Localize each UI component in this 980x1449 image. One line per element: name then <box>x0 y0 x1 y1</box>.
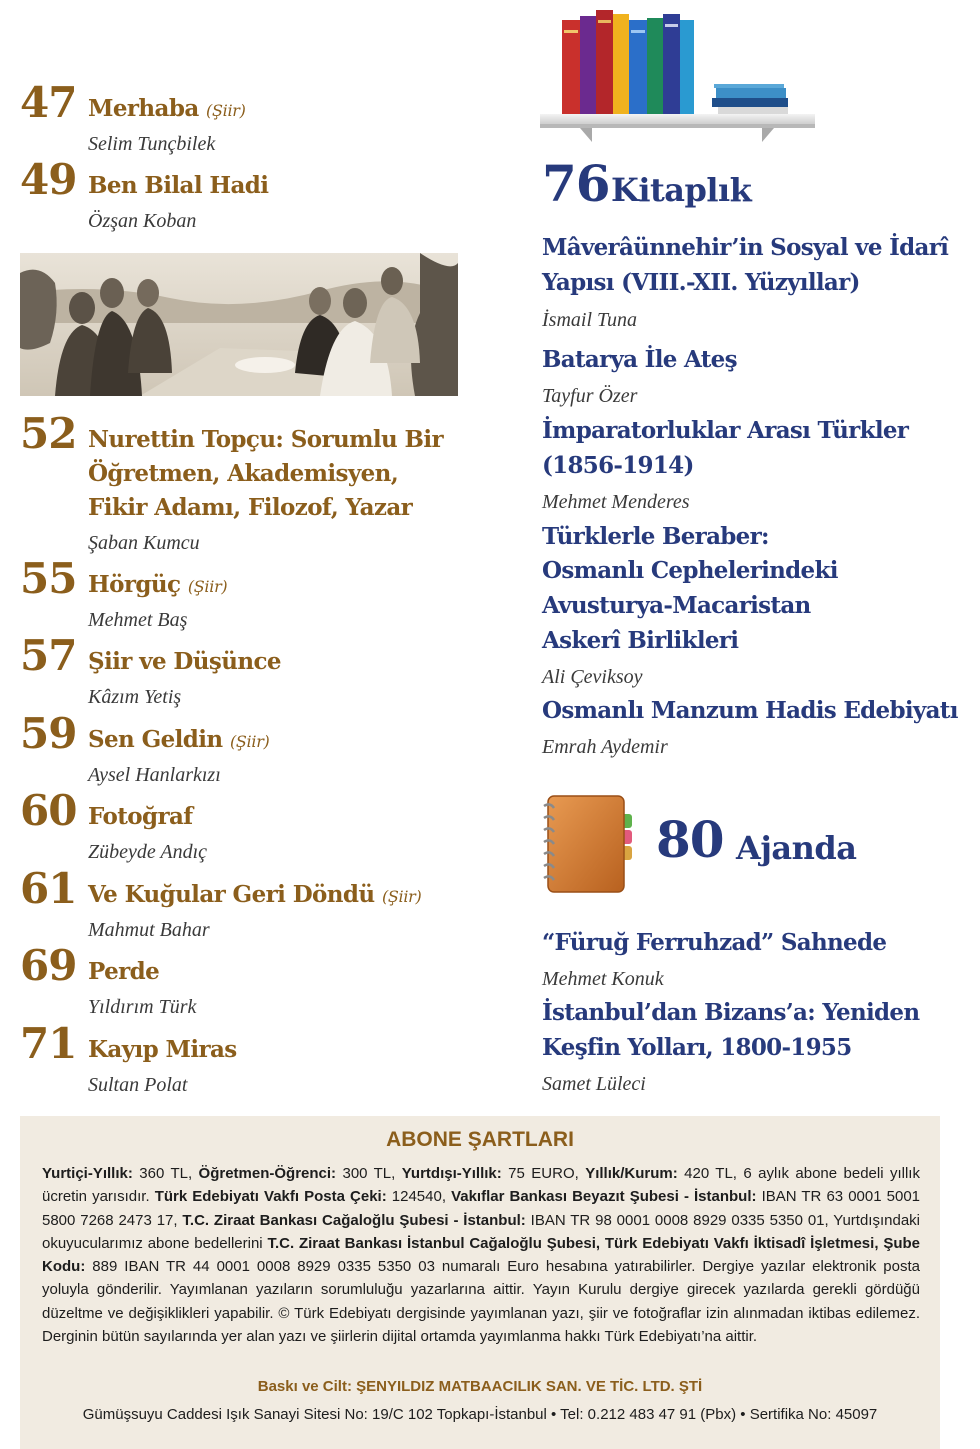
subscription-terms: Yurtiçi-Yıllık: 360 TL, Öğretmen-Öğrenci: 300 TL, Yurtdışı-Yıllık: 75 EURO, Yıllık/Kurum: 420 TL, 6 aylık abone bedeli yıllık ücretin yarısıdır. Türk Edebiyatı Vakfı Posta Çeki: 124540, Vakıflar Bankası Beyazıt Şubesi - İstanbul: IBAN TR 63 0001 5001 5800 7268 2473 17, T.C. Ziraat Bankası Cağaloğlu Şubesi - İstanbul: IBAN TR 98 0001 0008 8929 0335 5350 01, Yurtdışındaki okuyucularımız abone bedellerini T.C. Ziraat Bankası İstanbul Cağaloğlu Şubesi, Türk Edebiyatı Vakfı İktisadî İşletmesi, Şube Kodu: 889 IBAN TR 44 0001 0008 8929 0335 5350 03 numaralı Euro hesabına yatırabilirler. Dergiye yazılar elektronik posta yoluyla gönderilir. Yayımlanan yazıların sorumluluğu yazarlarına aittir. Yayın Kurulu dergiye girecek yazılarda gerekli gördüğü düzeltme ve değişiklikleri yapabilir. © Türk Edebiyatı dergisinde yayımlanan yazı, şiir ve fotoğraflar izin alınmadan iktibas edilemez. Derginin bütün sayılarında yer alan yazı ve şiirlerin dijital ortamda yayımlanma hakkı Türk Edebiyatı’na aittir. <box>42 1165 921 1346</box>
entry-title: Kayıp Miras <box>88 1036 237 1063</box>
entry-author: Kâzım Yetiş <box>88 686 182 708</box>
entry-title: Hörgüç (Şiir) <box>88 571 228 598</box>
ajanda-author: Mehmet Konuk <box>542 968 664 990</box>
page-number: 60 <box>20 786 77 835</box>
book-title-line-2: Osmanlı Cephelerindeki <box>542 557 838 584</box>
ajanda-title-line-1: İstanbul’dan Bizans’a: Yeniden <box>542 999 920 1026</box>
ajanda-title-line-2: Keşfin Yolları, 1800-1955 <box>542 1034 852 1061</box>
entry-author: Yıldırım Türk <box>88 996 197 1018</box>
book-title-line-1: İmparatorluklar Arası Türkler <box>542 417 909 444</box>
page-number: 71 <box>20 1019 77 1068</box>
entry-title: Ve Kuğular Geri Döndü (Şiir) <box>88 881 422 908</box>
entry-title-line-1: Nurettin Topçu: Sorumlu Bir <box>88 426 444 453</box>
section-label: Kitaplık <box>611 171 752 209</box>
book-author: Ali Çeviksoy <box>542 666 643 688</box>
book-title-line-4: Askerî Birlikleri <box>542 627 739 654</box>
entry-author: Aysel Hanlarkızı <box>88 764 221 786</box>
page-number: 52 <box>20 409 77 458</box>
entry-title: Sen Geldin (Şiir) <box>88 726 270 753</box>
page-number: 61 <box>20 864 77 913</box>
book-title-line-1: Mâverâünnehir’in Sosyal ve İdarî <box>542 234 949 261</box>
book-author: Tayfur Özer <box>542 385 638 407</box>
section-page-number: 80 <box>656 810 724 869</box>
entry-author: Selim Tunçbilek <box>88 133 216 155</box>
book-title-line-1: Osmanlı Manzum Hadis Edebiyatı <box>542 697 958 724</box>
subscription-box <box>20 1116 940 1449</box>
ajanda-title-line-1: “Füruğ Ferruhzad” Sahnede <box>542 929 887 956</box>
printer-info: Baskı ve Cilt: ŞENYILDIZ MATBAACILIK SAN. VE TİC. LTD. ŞTİ <box>257 1378 703 1395</box>
section-label: Ajanda <box>736 829 857 867</box>
subscription-heading: ABONE ŞARTLARI <box>386 1128 574 1151</box>
book-title-line-2: Yapısı (VIII.-XII. Yüzyıllar) <box>542 269 860 296</box>
page-number: 59 <box>20 709 77 758</box>
page-number: 49 <box>20 155 77 204</box>
page-number: 69 <box>20 941 77 990</box>
entry-author: Sultan Polat <box>88 1074 188 1096</box>
entry-author: Mehmet Baş <box>88 609 188 631</box>
book-title-line-3: Avusturya-Macaristan <box>542 592 811 619</box>
page-number: 57 <box>20 631 77 680</box>
book-title-line-1: Türklerle Beraber: <box>542 523 769 550</box>
bookshelf-icon <box>540 0 815 145</box>
entry-author: Şaban Kumcu <box>88 532 200 554</box>
book-author: Mehmet Menderes <box>542 491 690 513</box>
entry-title: Şiir ve Düşünce <box>88 648 281 675</box>
entry-title: Merhaba (Şiir) <box>88 95 246 122</box>
page-number: 55 <box>20 554 77 603</box>
book-author: İsmail Tuna <box>542 309 638 331</box>
entry-title-line-2: Öğretmen, Akademisyen, <box>88 460 399 487</box>
book-title-line-1: Batarya İle Ateş <box>542 346 737 373</box>
book-title-line-2: (1856-1914) <box>542 452 694 479</box>
notebook-icon <box>540 792 635 896</box>
printer-address: Gümüşsuyu Caddesi Işık Sanayi Sitesi No: 19/C 102 Topkapı-İstanbul • Tel: 0.212 483 47 91 (Pbx) • Sertifika No: 45097 <box>82 1406 878 1423</box>
entry-title: Fotoğraf <box>88 803 193 830</box>
entry-author: Zübeyde Andıç <box>88 841 208 863</box>
entry-author: Mahmut Bahar <box>88 919 210 941</box>
entry-title: Perde <box>88 958 160 985</box>
ajanda-author: Samet Lüleci <box>542 1073 646 1095</box>
historic-group-photo <box>20 253 458 396</box>
entry-title-line-3: Fikir Adamı, Filozof, Yazar <box>88 494 413 521</box>
entry-author: Özşan Koban <box>88 210 197 232</box>
page-number: 47 <box>20 78 77 127</box>
entry-title: Ben Bilal Hadi <box>88 172 269 199</box>
book-author: Emrah Aydemir <box>542 736 668 758</box>
section-page-number: 76 <box>542 154 610 213</box>
